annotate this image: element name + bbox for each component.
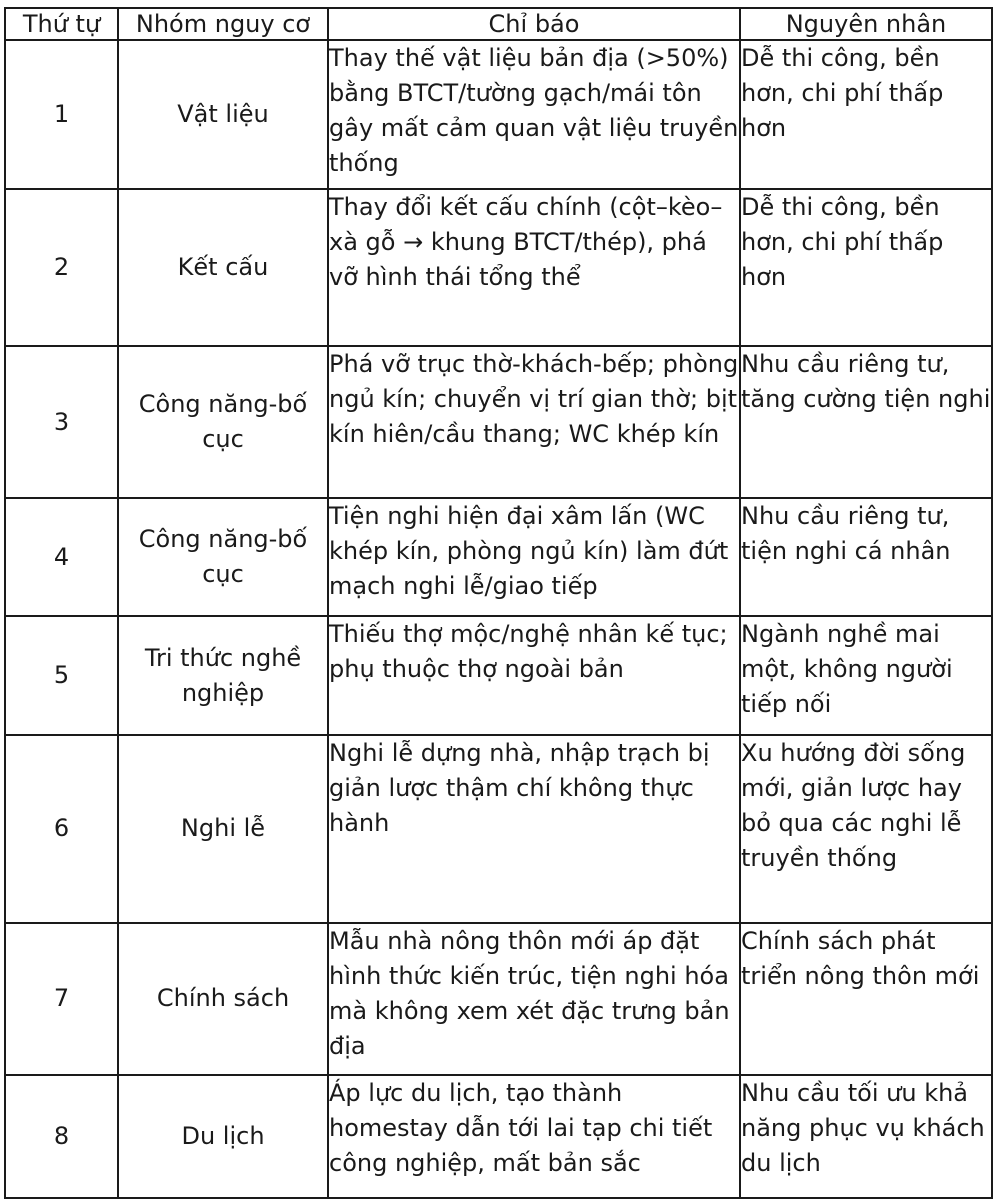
cell-cause: Nhu cầu tối ưu khả năng phục vụ khách du lịch [740,1075,992,1198]
cell-cause: Nhu cầu riêng tư, tăng cường tiện nghi [740,346,992,498]
cell-indicator: Thay thế vật liệu bản địa (>50%) bằng BTCT/tường gạch/mái tôn gây mất cảm quan vật liệu truyền thống [328,40,740,189]
cell-group: Kết cấu [118,189,328,346]
table-row [5,40,992,189]
cell-order: 4 [5,498,118,616]
cell-group: Tri thức nghề nghiệp [118,616,328,734]
table-row [5,189,992,346]
table-row [5,616,992,734]
cell-group: Công năng-bố cục [118,498,328,616]
cell-order: 1 [5,40,118,189]
header-group: Nhóm nguy cơ [118,8,328,40]
table-row [5,923,992,1075]
risk-table [4,7,993,1199]
header-indicator: Chỉ báo [328,8,740,40]
cell-order: 2 [5,189,118,346]
cell-indicator: Phá vỡ trục thờ-khách-bếp; phòng ngủ kín; chuyển vị trí gian thờ; bịt kín hiên/cầu thang; WC khép kín [328,346,740,498]
cell-group: Du lịch [118,1075,328,1198]
cell-cause: Ngành nghề mai một, không người tiếp nối [740,616,992,734]
cell-cause: Nhu cầu riêng tư, tiện nghi cá nhân [740,498,992,616]
header-order: Thứ tự [5,8,118,40]
cell-indicator: Tiện nghi hiện đại xâm lấn (WC khép kín, phòng ngủ kín) làm đứt mạch nghi lễ/giao tiếp [328,498,740,616]
cell-cause: Dễ thi công, bền hơn, chi phí thấp hơn [740,189,992,346]
header-cause: Nguyên nhân [740,8,992,40]
cell-order: 8 [5,1075,118,1198]
table-row [5,1075,992,1198]
table-row [5,735,992,923]
cell-indicator: Áp lực du lịch, tạo thành homestay dẫn tới lai tạp chi tiết công nghiệp, mất bản sắc [328,1075,740,1198]
cell-indicator: Nghi lễ dựng nhà, nhập trạch bị giản lược thậm chí không thực hành [328,735,740,923]
cell-indicator: Mẫu nhà nông thôn mới áp đặt hình thức kiến trúc, tiện nghi hóa mà không xem xét đặc trưng bản địa [328,923,740,1075]
cell-order: 5 [5,616,118,734]
cell-group: Nghi lễ [118,735,328,923]
table-row [5,346,992,498]
cell-group: Công năng-bố cục [118,346,328,498]
header-row [5,8,992,40]
cell-order: 3 [5,346,118,498]
cell-cause: Chính sách phát triển nông thôn mới [740,923,992,1075]
cell-group: Chính sách [118,923,328,1075]
cell-order: 7 [5,923,118,1075]
table-row [5,498,992,616]
cell-group: Vật liệu [118,40,328,189]
cell-cause: Dễ thi công, bền hơn, chi phí thấp hơn [740,40,992,189]
cell-indicator: Thiếu thợ mộc/nghệ nhân kế tục; phụ thuộc thợ ngoài bản [328,616,740,734]
cell-order: 6 [5,735,118,923]
cell-indicator: Thay đổi kết cấu chính (cột–kèo–xà gỗ → khung BTCT/thép), phá vỡ hình thái tổng thể [328,189,740,346]
cell-cause: Xu hướng đời sống mới, giản lược hay bỏ qua các nghi lễ truyền thống [740,735,992,923]
